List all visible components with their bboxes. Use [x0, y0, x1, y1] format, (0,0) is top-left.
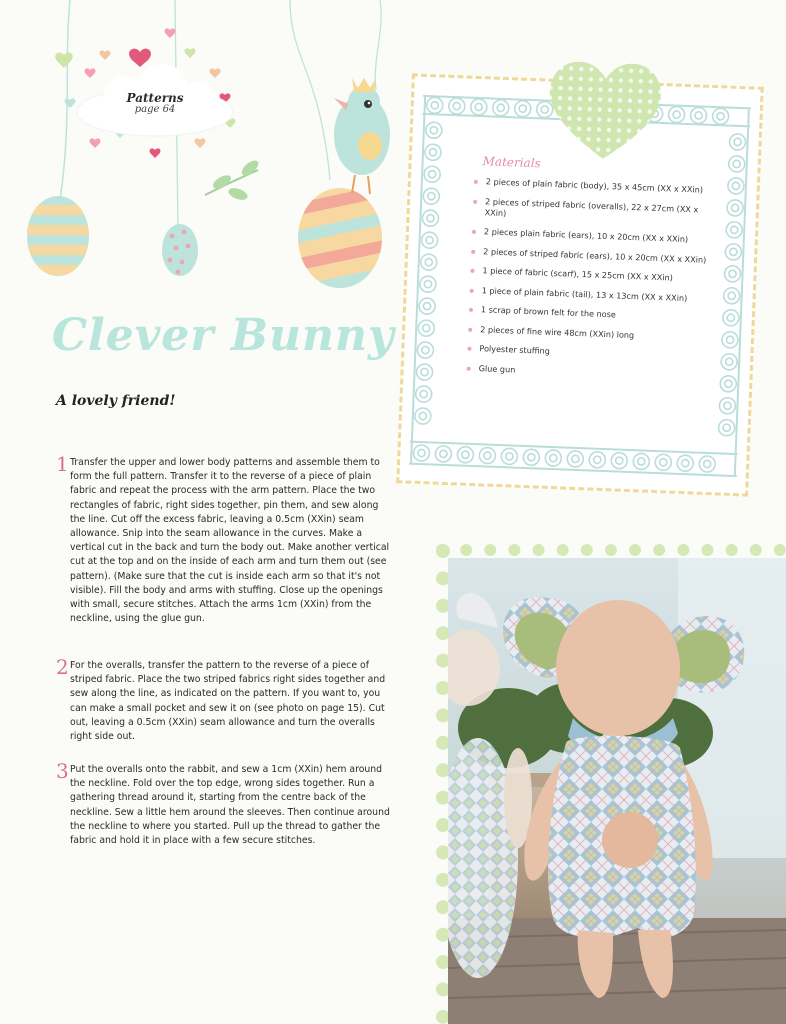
page-subtitle: A lovely friend!: [56, 393, 176, 409]
dotted-egg-icon: [162, 224, 198, 276]
heart-icon: [543, 53, 667, 166]
patterns-page-ref: page 64: [134, 103, 176, 115]
list-item: 2 pieces of striped fabric (overalls), 22 x 27cm (XX x XXin): [473, 195, 714, 226]
list-item: Polyester stuffing: [467, 343, 707, 363]
materials-heading: Materials: [482, 154, 542, 171]
step-number: 1: [56, 452, 69, 476]
patterns-label: Patterns: [126, 92, 184, 105]
list-item: 2 pieces plain fabric (ears), 10 x 20cm (XX x XXin): [472, 226, 712, 246]
list-item: Glue gun: [467, 362, 707, 382]
step-number: 3: [56, 759, 69, 783]
striped-egg-icon: [20, 196, 100, 276]
bunny-photo: [448, 558, 786, 1024]
easter-illustration: [0, 0, 420, 300]
instruction-step-2: [56, 655, 396, 744]
list-item: 1 piece of plain fabric (tail), 13 x 13cm (XX x XXin): [470, 284, 710, 304]
list-item: 2 pieces of plain fabric (body), 35 x 45cm (XX x XXin): [474, 176, 714, 196]
bunny-photo-frame: [436, 544, 786, 1024]
step-text: Put the overalls onto the rabbit, and sew a 1cm (XXin) hem around the neckline. Fold over the top edge, wrong sides together. Run a gathering thread around it, starting from the centre back of the neckline. Sew a little hem around the sleeves. Then continue around the neckline to where you started. Pull up the thread to gather the fabric and hold it in place with a few secure stitches.: [70, 764, 390, 847]
list-item: 1 scrap of brown felt for the nose: [469, 304, 709, 324]
patterns-reference: [110, 92, 200, 115]
step-text: For the overalls, transfer the pattern to the reverse of a piece of striped fabric. Place the two striped fabrics right sides together and sew along the line, as indicated on the pattern. If you want to, you can make a small pocket and sew it on (see photo on page 15). Cut out, leaving a 0.5cm (XXin) seam allowance and turn the overalls right side out.: [70, 660, 386, 743]
instruction-step-3: [56, 759, 396, 848]
page-title: Clever Bunny: [52, 310, 395, 361]
bird-icon: [334, 78, 390, 194]
materials-card: [396, 73, 763, 496]
instruction-step-1: [56, 452, 396, 626]
materials-list: [466, 176, 714, 391]
leaf-sprig-icon: [205, 158, 261, 202]
list-item: 2 pieces of striped fabric (ears), 10 x 20cm (XX x XXin): [471, 245, 711, 265]
list-item: 1 piece of fabric (scarf), 15 x 25cm (XX x XXin): [470, 265, 710, 285]
step-text: Transfer the upper and lower body patterns and assemble them to form the full pattern. Transfer it to the reverse of a piece of plain fabric and repeat the process with the arm pattern. Place the two rectangles of fabric, right sides together, pin them, and sew along the line. Cut off the excess fabric, leaving a 0.5cm (XXin) seam allowance. Snip into the seam allowance in the curves. Make a vertical cut in the back and turn the body out. Make another vertical cut at the top and on the inside of each arm and turn them out (see pattern). (Make sure that the cut is inside each arm so that it's not visible). Fill the body and arms with stuffing. Close up the openings with small, secure stitches. Attach the arms 1cm (XXin) from the neckline, using the glue gun.: [70, 457, 390, 625]
list-item: 2 pieces of fine wire 48cm (XXin) long: [468, 323, 708, 343]
step-number: 2: [56, 655, 69, 679]
big-striped-egg-icon: [282, 183, 409, 297]
